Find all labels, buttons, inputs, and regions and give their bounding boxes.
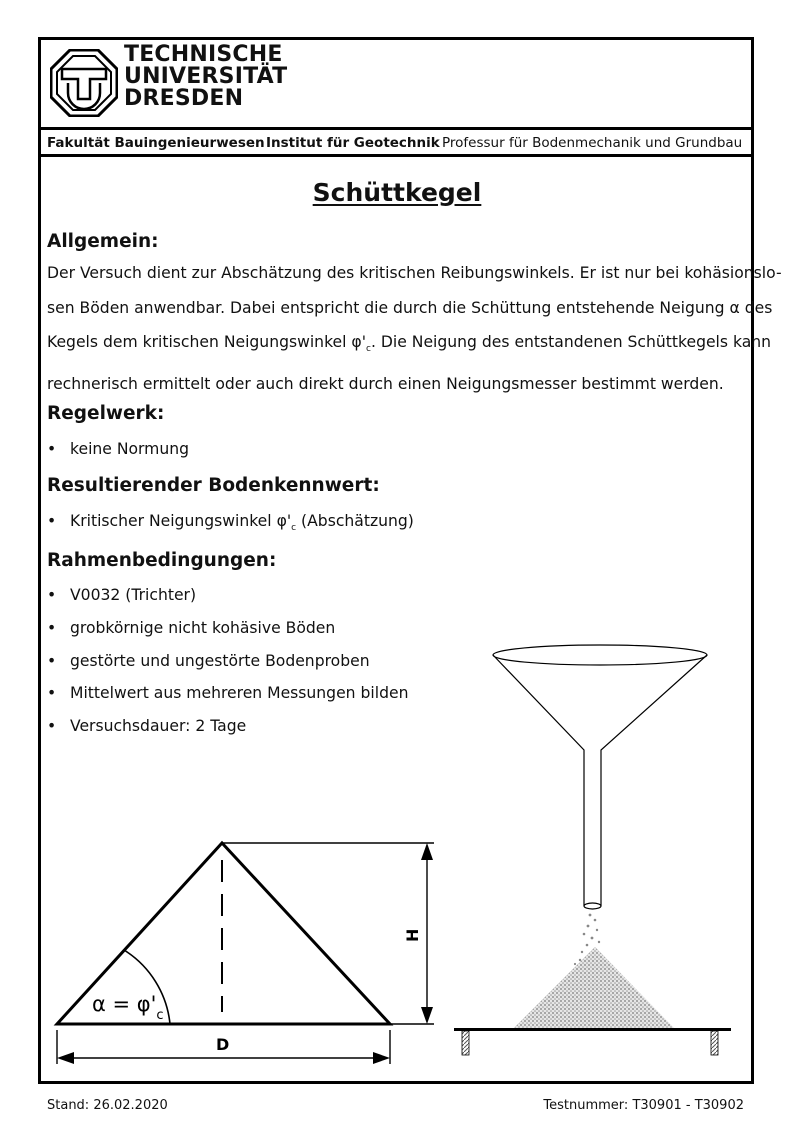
base-leg-left (462, 1031, 469, 1055)
general-line-1: Der Versuch dient zur Abschätzung des kritischen Reibungswinkels. Er ist nur bei kohäsionslo- (47, 264, 782, 282)
bullet-icon: • (47, 440, 57, 458)
university-line-3: DRESDEN (124, 86, 244, 111)
result-item-text: Kritischer Neigungswinkel φ' (70, 512, 292, 530)
heading-general: Allgemein: (47, 231, 159, 252)
diameter-label: D (216, 1035, 230, 1054)
footer-test-number: Testnummer: T30901 - T30902 (543, 1098, 744, 1113)
bullet-icon: • (47, 619, 57, 637)
general-line-3a: Kegels dem kritischen Neigungswinkel φ' (47, 333, 367, 351)
page-title: Schüttkegel (312, 178, 482, 207)
condition-item-3: gestörte und ungestörte Bodenproben (70, 652, 370, 670)
base-plate (454, 1028, 731, 1031)
funnel-left-wall (493, 655, 584, 906)
heading-conditions: Rahmenbedingungen: (47, 550, 277, 571)
footer-date: Stand: 26.02.2020 (47, 1098, 168, 1113)
standards-item-1: keine Normung (70, 440, 190, 458)
funnel-right-wall (601, 655, 707, 906)
bullet-icon: • (47, 586, 57, 604)
condition-item-1: V0032 (Trichter) (70, 586, 197, 604)
base-leg-right (711, 1031, 718, 1055)
general-line-3b: . Die Neigung des entstandenen Schüttkegels kann (370, 333, 772, 351)
height-label: H (403, 928, 422, 942)
institute-name: Institut für Geotechnik (266, 135, 440, 151)
result-item-post: (Abschätzung) (296, 512, 414, 530)
general-line-4: rechnerisch ermittelt oder auch direkt durch einen Neigungsmesser bestimmt werden. (47, 374, 724, 393)
funnel-outlet (584, 903, 601, 909)
bullet-icon: • (47, 717, 57, 735)
general-line-2: sen Böden anwendbar. Dabei entspricht die durch die Schüttung entstehende Neigung α des (47, 298, 773, 317)
angle-label: $\alpha = \varphi'_c$ (92, 992, 164, 1023)
funnel-rim (493, 645, 707, 665)
condition-item-5: Versuchsdauer: 2 Tage (70, 717, 247, 735)
bullet-icon: • (47, 512, 57, 530)
condition-item-4: Mittelwert aus mehreren Messungen bilden (70, 684, 409, 702)
heading-result: Resultierender Bodenkennwert: (47, 475, 380, 496)
general-line-3-sub: c (366, 344, 371, 355)
university-line-1: TECHNISCHE (124, 42, 283, 67)
result-item-sub: c (291, 523, 297, 534)
faculty-name: Fakultät Bauingenieurwesen (47, 135, 265, 151)
heading-standards: Regelwerk: (47, 403, 165, 424)
sand-cone (513, 947, 675, 1029)
bullet-icon: • (47, 652, 57, 670)
university-line-2: UNIVERSITÄT (124, 64, 288, 89)
condition-item-2: grobkörnige nicht kohäsive Böden (70, 619, 336, 637)
bullet-icon: • (47, 684, 57, 702)
professorship-name: Professur für Bodenmechanik und Grundbau (442, 135, 743, 151)
